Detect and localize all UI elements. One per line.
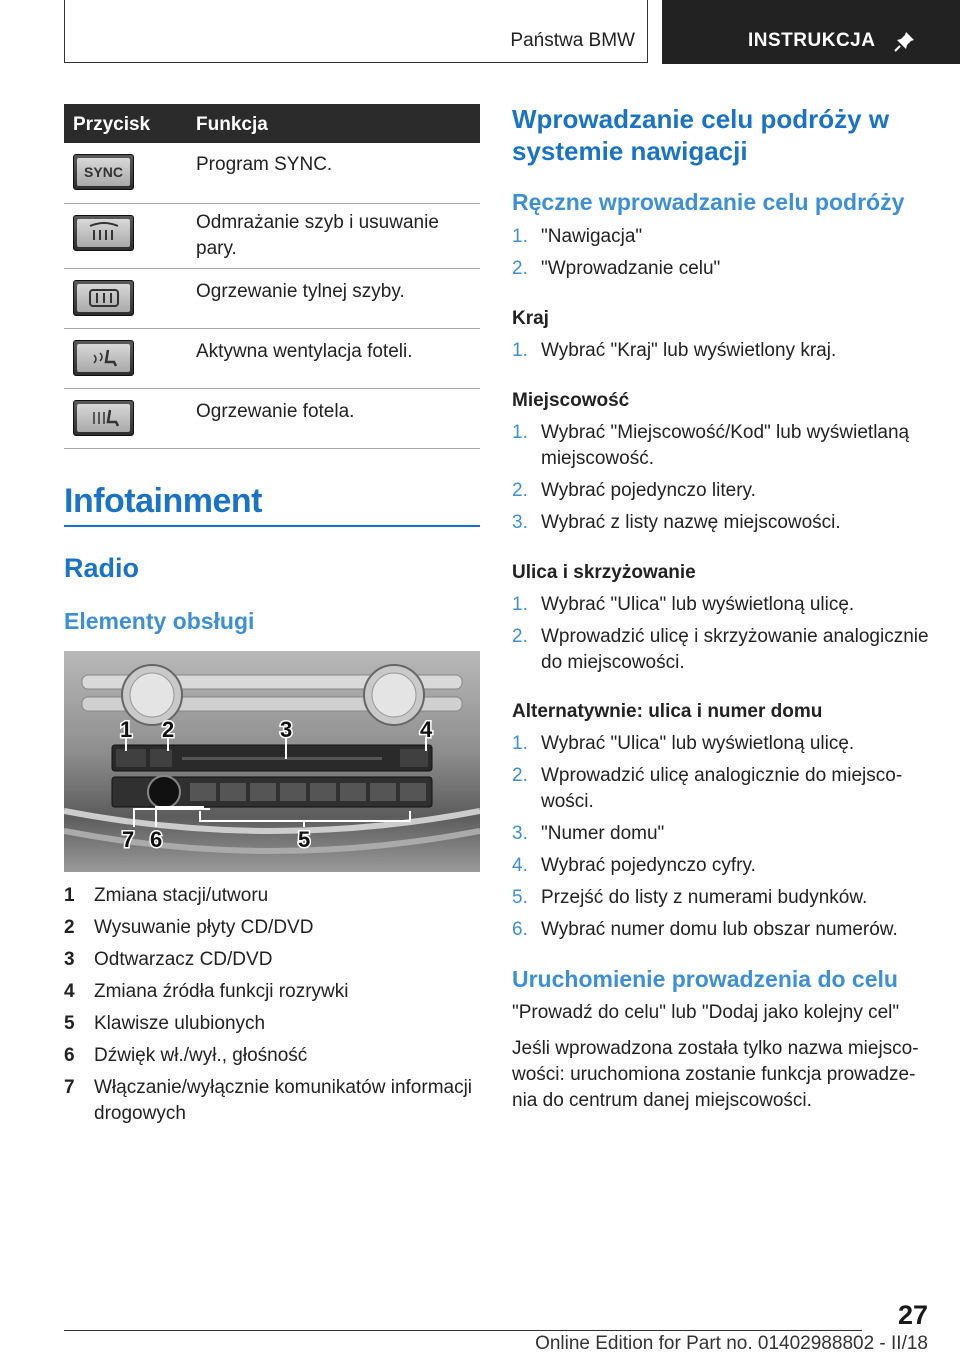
list-item: 4. Wybrać pojedynczo cyfry. <box>512 855 756 876</box>
page-number: 27 <box>897 1300 928 1330</box>
table-row <box>64 269 480 329</box>
seat-ventilation-icon <box>73 340 134 376</box>
defrost-icon <box>73 215 134 251</box>
alt-heading: Alternatywnie: ulica i numer domu <box>512 701 823 722</box>
list-item: 1. Wybrać "Ulica" lub wyświetloną ulicę. <box>512 594 855 615</box>
function-cell: Aktywna wentylacja foteli. <box>196 341 413 362</box>
header-brand-box <box>64 0 648 63</box>
start-paragraph-1: "Prowadź do celu" lub "Dodaj jako kolejny cel" <box>512 1002 900 1023</box>
function-cell: Odmrażanie szyb i usuwanie pary. <box>196 212 439 259</box>
list-item: 1. Wybrać "Kraj" lub wyświetlony kraj. <box>512 340 837 361</box>
legend-item: 3 Odtwarzacz CD/DVD <box>64 949 273 970</box>
header-section: INSTRUKCJA <box>748 30 876 51</box>
manual-heading: Ręczne wprowadzanie celu podróży <box>512 189 905 215</box>
legend-item: 5 Klawisze ulubionych <box>64 1013 266 1034</box>
legend-item: 1 Zmiana stacji/utworu <box>64 885 269 906</box>
heading-rule <box>64 525 480 527</box>
radio-panel-drawing <box>64 651 480 872</box>
list-item: 6. Wybrać numer domu lub obszar numerów. <box>512 919 898 940</box>
footer-edition: Online Edition for Part no. 01402988802 - II/18 <box>535 1333 928 1354</box>
callout-7: 7 <box>122 827 135 852</box>
function-cell: Ogrzewanie tylnej szyby. <box>196 281 405 302</box>
table-row <box>64 329 480 389</box>
footer-rule <box>64 1330 862 1331</box>
table-header <box>64 104 480 143</box>
col-function-header: Funkcja <box>196 114 268 135</box>
list-item: 3. "Numer domu" <box>512 823 665 844</box>
legend-item: 4 Zmiana źródła funkcji rozrywki <box>64 981 349 1002</box>
legend-item: 2 Wysuwanie płyty CD/DVD <box>64 917 314 938</box>
list-item: 2. Wprowadzić ulicę i skrzyżowanie analogicznie do miejscowości. <box>512 626 929 673</box>
infotainment-heading: Infotainment <box>64 482 262 520</box>
street-heading: Ulica i skrzyżowanie <box>512 562 696 583</box>
list-item: 2. Wprowadzić ulicę analogicznie do miejsco-wości. <box>512 765 903 812</box>
controls-heading: Elementy obsługi <box>64 608 255 634</box>
list-item: 1. "Nawigacja" <box>512 226 643 247</box>
col-button-header: Przycisk <box>73 114 151 135</box>
header-brand: Państwa BMW <box>510 30 635 51</box>
legend-item: 7 Włączanie/wyłącznie komunikatów informacji drogowych <box>64 1077 473 1124</box>
radio-panel-image <box>64 651 480 872</box>
country-heading: Kraj <box>512 308 549 329</box>
table-row <box>64 143 480 204</box>
function-cell: Ogrzewanie fotela. <box>196 401 355 422</box>
radio-legend <box>64 883 480 1133</box>
table-row <box>64 389 480 449</box>
nav-title: Wprowadzanie celu podróży w systemie nawigacji <box>512 104 890 166</box>
list-item: 2. Wybrać pojedynczo litery. <box>512 480 756 501</box>
radio-heading: Radio <box>64 553 140 583</box>
header-section-box <box>662 0 960 64</box>
list-item: 5. Przejść do listy z numerami budynków. <box>512 887 868 908</box>
sync-button-icon: SYNC <box>73 154 134 190</box>
callout-2: 2 <box>162 717 175 742</box>
list-item: 1. Wybrać "Ulica" lub wyświetloną ulicę. <box>512 733 855 754</box>
callout-4: 4 <box>420 717 433 742</box>
callout-3: 3 <box>280 717 293 742</box>
seat-heating-icon <box>73 400 134 436</box>
list-item: 3. Wybrać z listy nazwę miejscowości. <box>512 512 841 533</box>
table-row <box>64 204 480 269</box>
list-item: 2. "Wprowadzanie celu" <box>512 258 721 279</box>
button-function-table <box>64 104 480 449</box>
pin-icon <box>894 30 916 52</box>
city-heading: Miejscowość <box>512 390 630 411</box>
callout-6: 6 <box>150 827 163 852</box>
rear-window-heating-icon <box>73 280 134 316</box>
callout-1: 1 <box>120 717 133 742</box>
legend-item: 6 Dźwięk wł./wył., głośność <box>64 1045 308 1066</box>
start-heading: Uruchomienie prowadzenia do celu <box>512 966 898 992</box>
list-item: 1. Wybrać "Miejscowość/Kod" lub wyświetlaną miejscowość. <box>512 422 910 469</box>
function-cell: Program SYNC. <box>196 154 333 175</box>
start-paragraph-2: Jeśli wprowadzona została tylko nazwa miejsco-wości: uruchomiona zostanie funkcja prowadze-nia do centrum danej miejscowości. <box>512 1038 919 1111</box>
callout-5: 5 <box>298 827 311 852</box>
